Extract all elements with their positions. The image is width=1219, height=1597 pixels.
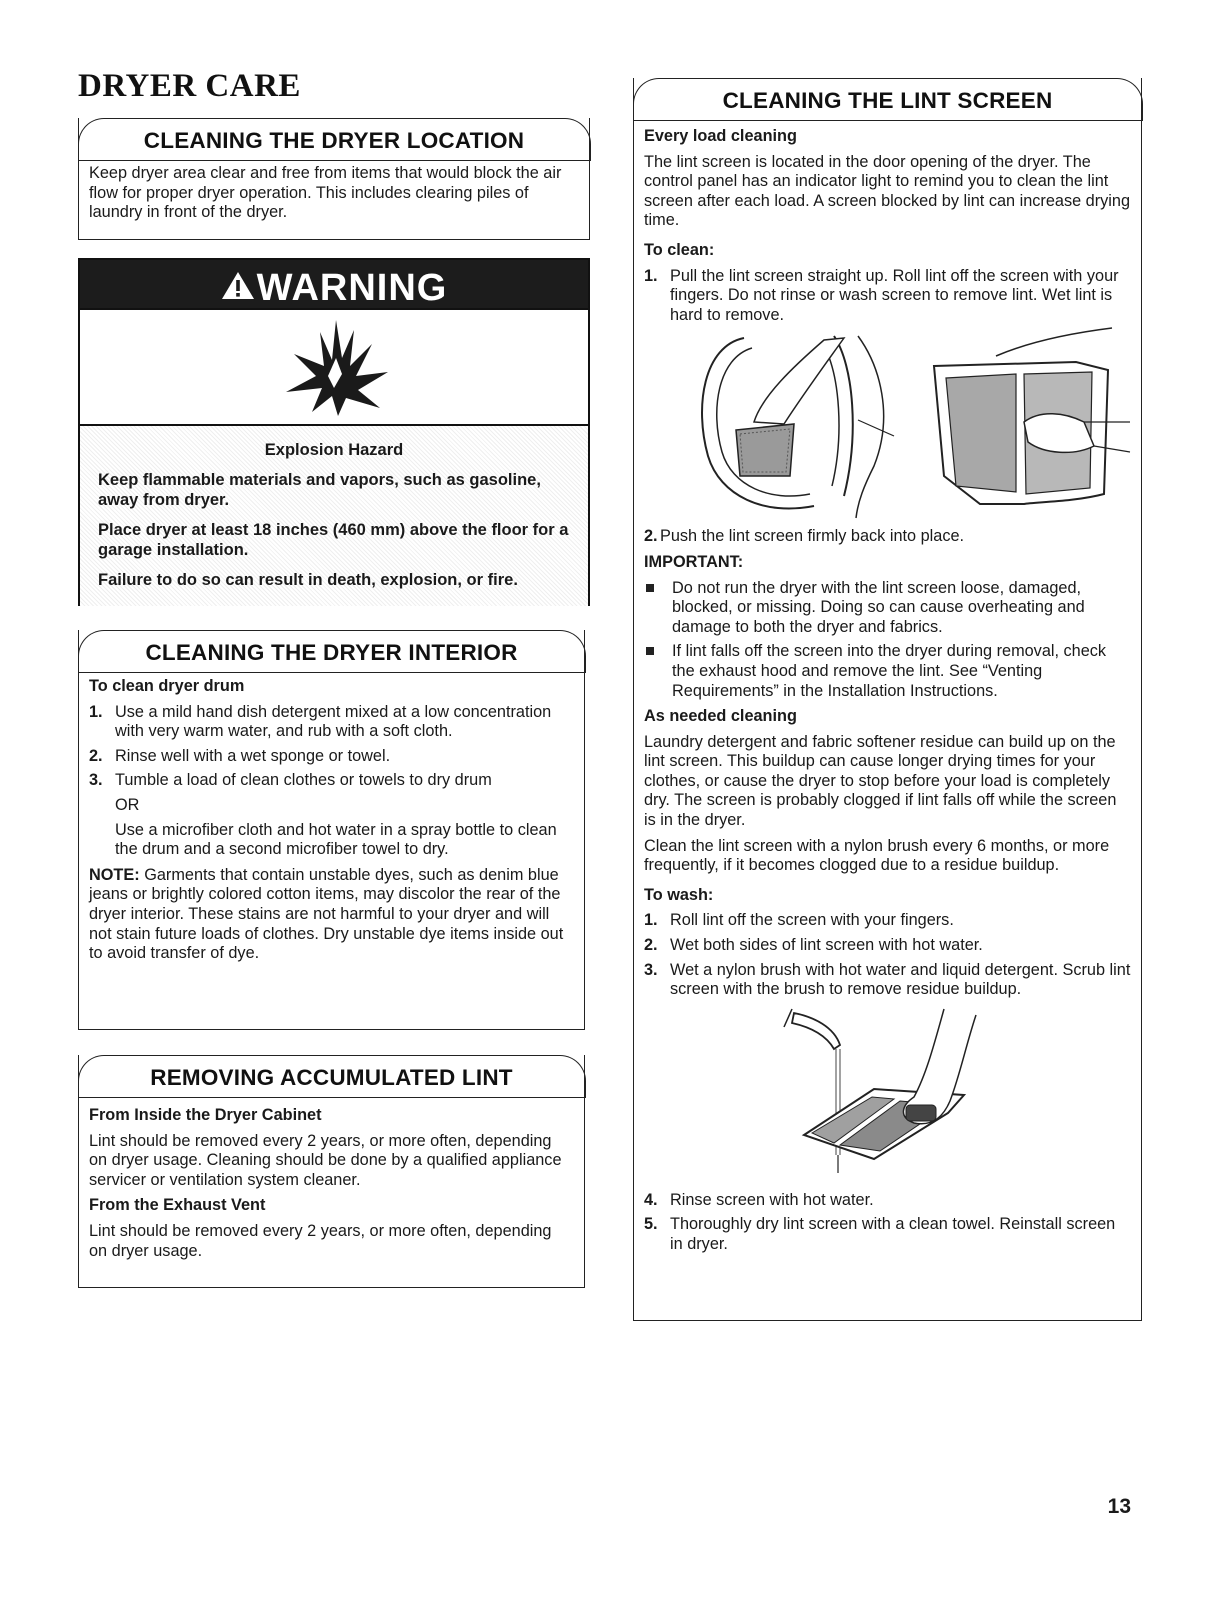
- list-item: If lint falls off the screen into the dryer during removal, check the exhaust hood and remove the lint. See “Venting Requirements” in the Installation Instructions.: [644, 642, 1131, 701]
- warning-banner-text: WARNING: [256, 266, 448, 309]
- section-dryer-interior: [78, 630, 585, 1030]
- section-accumulated-lint: [78, 1055, 585, 1288]
- note: NOTE: Garments that contain unstable dyes, such as denim blue jeans or brightly colored cotton items, may discolor the rear of the dryer interior. These stains are not harmful to your dryer and will not stain future loads of clothes. Dry unstable dye items inside out to avoid transfer of dye.: [89, 865, 564, 963]
- subheading: From Inside the Dryer Cabinet: [89, 1106, 322, 1124]
- section-heading: CLEANING THE DRYER INTERIOR: [145, 640, 518, 665]
- paragraph: The lint screen is located in the door opening of the dryer. The control panel has an indicator light to remind you to clean the lint screen after each load. A screen blocked by lint can increase drying time.: [644, 152, 1131, 230]
- hazard-title: Explosion Hazard: [264, 441, 404, 459]
- section-heading: CLEANING THE DRYER LOCATION: [143, 128, 525, 153]
- location-text: Keep dryer area clear and free from items that would block the air flow for proper dryer operation. This includes clearing piles of laundry in front of the dryer.: [89, 164, 562, 222]
- lint-screen-washing-illustration: [644, 1005, 1131, 1183]
- list-item: 1. Roll lint off the screen with your fingers.: [644, 911, 954, 930]
- warning-line-2: Place dryer at least 18 inches (460 mm) above the floor for a garage installation.: [98, 521, 569, 559]
- warning-text: [80, 426, 588, 606]
- section-lint-screen: [633, 78, 1142, 1321]
- warning-triangle-icon: [221, 262, 255, 314]
- section-heading: REMOVING ACCUMULATED LINT: [150, 1065, 513, 1090]
- warning-icon-area: [80, 310, 588, 426]
- section-dryer-location: [78, 118, 590, 240]
- page-number: 13: [1107, 1495, 1131, 1518]
- explosion-icon: [276, 318, 396, 418]
- paragraph: Clean the lint screen with a nylon brush every 6 months, or more frequently, if it becomes clogged due to a residue buildup.: [644, 836, 1110, 875]
- warning-box: [78, 258, 590, 606]
- paragraph: Lint should be removed every 2 years, or more often, depending on dryer usage.: [89, 1221, 552, 1260]
- subheading: As needed cleaning: [644, 707, 797, 726]
- section-header: [634, 78, 1141, 121]
- warning-banner: [80, 260, 588, 310]
- list-item: 2. Wet both sides of lint screen with hot water.: [644, 936, 983, 955]
- alt-text: Use a microfiber cloth and hot water in a spray bottle to clean the drum and a second microfiber towel to dry.: [115, 820, 557, 859]
- warning-line-1: Keep flammable materials and vapors, such as gasoline, away from dryer.: [98, 471, 541, 509]
- lint-screen-removal-illustration: [644, 326, 1131, 521]
- section-heading: CLEANING THE LINT SCREEN: [722, 88, 1053, 113]
- important-label: IMPORTANT:: [644, 552, 744, 571]
- list-item: 5. Thoroughly dry lint screen with a clean towel. Reinstall screen in dryer.: [644, 1215, 1116, 1253]
- list-item: 3. Wet a nylon brush with hot water and liquid detergent. Scrub lint screen with the brush to remove residue buildup.: [644, 960, 1131, 999]
- section-header: [79, 118, 589, 161]
- warning-line-3: Failure to do so can result in death, explosion, or fire.: [98, 571, 518, 589]
- or-text: OR: [115, 795, 140, 814]
- list-item: 2. Push the lint screen firmly back into place.: [644, 527, 965, 546]
- section-header: [79, 630, 584, 673]
- paragraph: Lint should be removed every 2 years, or more often, depending on dryer usage. Cleaning should be done by a qualified appliance servicer or ventilation system cleaner.: [89, 1131, 562, 1189]
- list-item: Do not run the dryer with the lint screen loose, damaged, blocked, or missing. Doing so can cause overheating and damage to both the dryer and fabrics.: [644, 579, 1131, 638]
- subheading: To clean:: [644, 240, 715, 259]
- list-item: 2. Rinse well with a wet sponge or towel.: [89, 746, 391, 765]
- page-title: DRYER CARE: [78, 68, 301, 104]
- subheading: From the Exhaust Vent: [89, 1196, 266, 1215]
- list-item: 1. Use a mild hand dish detergent mixed at a low concentration with very warm water, and rub with a soft cloth.: [89, 702, 552, 741]
- section-header: [79, 1055, 584, 1098]
- subheading: Every load cleaning: [644, 127, 797, 145]
- list-item: 3. Tumble a load of clean clothes or towels to dry drum OR Use a microfiber cloth and hot water in a spray bottle to clean the drum and a second microfiber towel to dry.: [89, 771, 574, 859]
- subheading: To clean dryer drum: [89, 677, 245, 695]
- list-item: 4. Rinse screen with hot water.: [644, 1190, 874, 1209]
- paragraph: Laundry detergent and fabric softener residue can build up on the lint screen. This buildup can cause longer drying times for your clothes, or cause the dryer to stop before your load is completely dry. The screen is probably clogged if lint falls off while the screen is in the dryer.: [644, 732, 1117, 830]
- subheading: To wash:: [644, 885, 714, 904]
- list-item: 1. Pull the lint screen straight up. Roll lint off the screen with your fingers. Do not rinse or wash screen to remove lint. Wet lint is hard to remove.: [644, 266, 1119, 324]
